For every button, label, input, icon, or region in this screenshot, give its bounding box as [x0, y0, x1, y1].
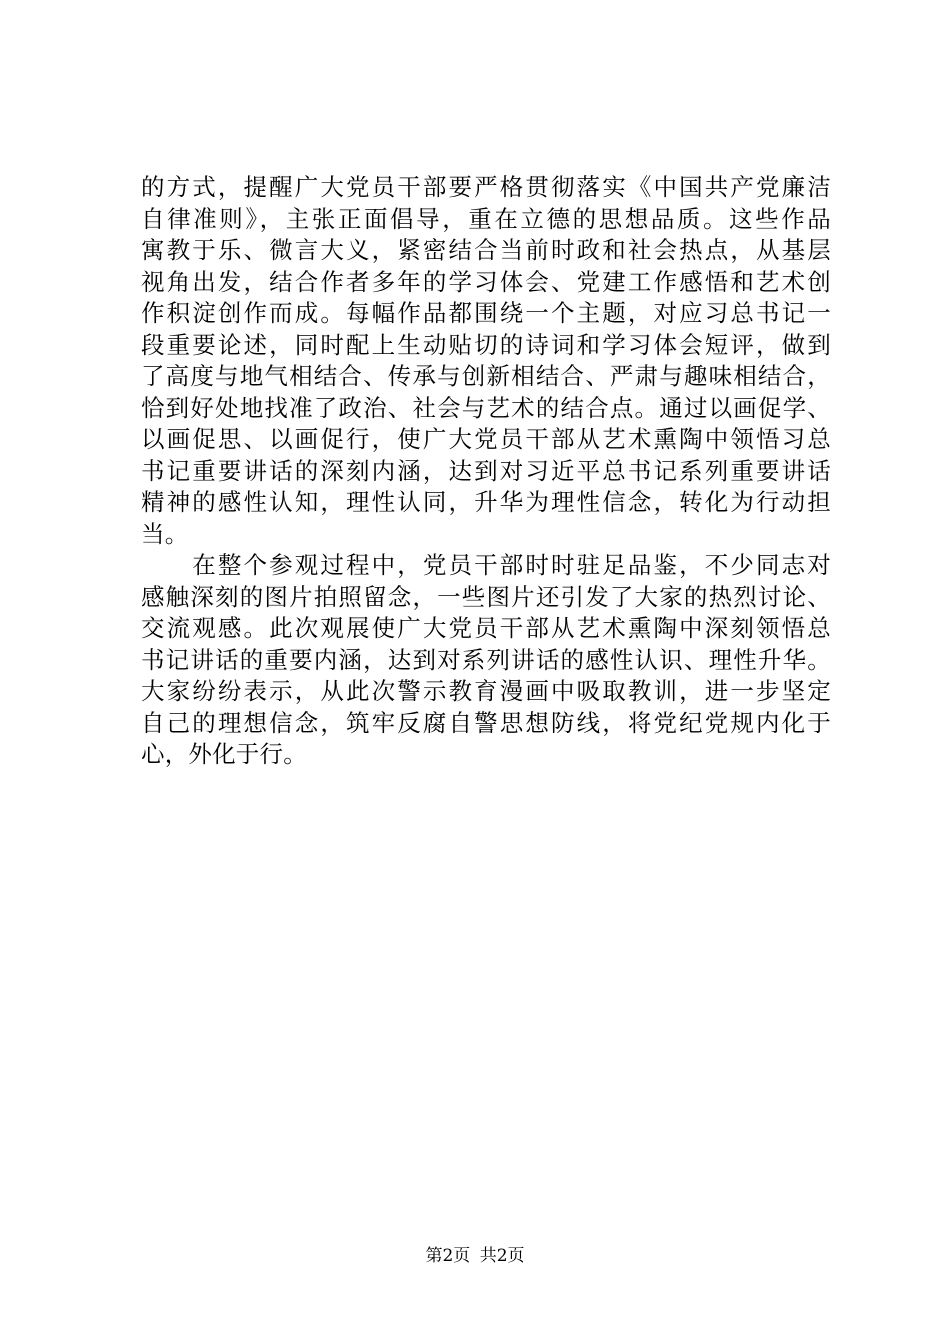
- text-line: 在整个参观过程中，党员干部时时驻足品鉴，不少同志对: [141, 551, 831, 579]
- text-line: 书记重要讲话的深刻内涵，达到对习近平总书记系列重要讲话: [141, 456, 831, 485]
- text-line: 恰到好处地找准了政治、社会与艺术的结合点。通过以画促学、: [141, 393, 831, 422]
- text-line: 视角出发，结合作者多年的学习体会、党建工作感悟和艺术创: [141, 267, 831, 296]
- text-line: 段重要论述，同时配上生动贴切的诗词和学习体会短评，做到: [141, 330, 831, 359]
- text-line: 以画促思、以画促行，使广大党员干部从艺术熏陶中领悟习总: [141, 425, 831, 453]
- text-line: 自律准则》，主张正面倡导，重在立德的思想品质。这些作品: [141, 204, 831, 233]
- text-line: 精神的感性认知，理性认同，升华为理性信念，转化为行动担: [141, 488, 831, 516]
- text-line: 了高度与地气相结合、传承与创新相结合、严肃与趣味相结合，: [141, 362, 831, 390]
- text-line: 的方式，提醒广大党员干部要严格贯彻落实《中国共产党廉洁: [141, 173, 831, 201]
- text-line: 心，外化于行。: [141, 740, 307, 768]
- text-line: 作积淀创作而成。每幅作品都围绕一个主题，对应习总书记一: [141, 299, 831, 327]
- document-body: [141, 172, 831, 771]
- page-number: 第2页: [425, 1246, 471, 1266]
- text-line: 交流观感。此次观展使广大党员干部从艺术熏陶中深刻领悟总: [141, 614, 831, 642]
- text-line: 自己的理想信念，筑牢反腐自警思想防线，将党纪党规内化于: [141, 708, 831, 737]
- page-footer: [0, 1244, 950, 1268]
- text-line: 寓教于乐、微言大义，紧密结合当前时政和社会热点，从基层: [141, 236, 831, 264]
- text-line: 书记讲话的重要内涵，达到对系列讲话的感性认识、理性升华。: [141, 645, 831, 674]
- text-line: 大家纷纷表示，从此次警示教育漫画中吸取教训，进一步坚定: [141, 677, 831, 705]
- text-line: 感触深刻的图片拍照留念，一些图片还引发了大家的热烈讨论、: [141, 582, 831, 611]
- text-line: 当。: [141, 519, 189, 548]
- page-total: 共2页: [479, 1246, 525, 1266]
